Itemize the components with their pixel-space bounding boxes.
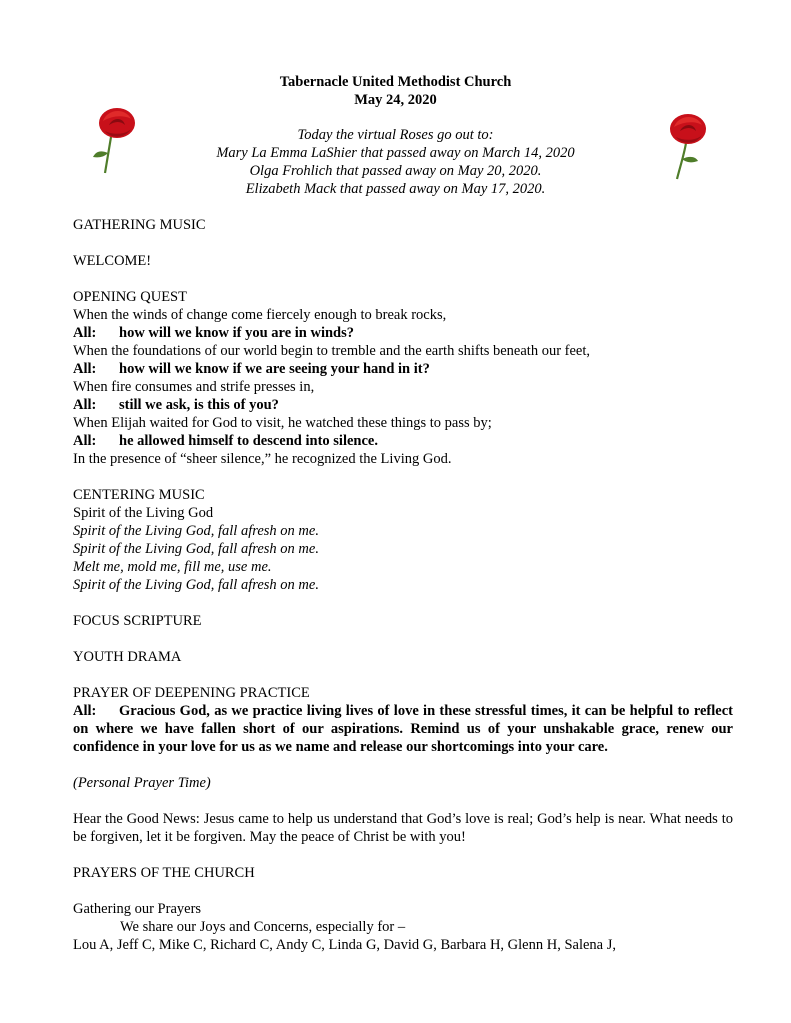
lyric-line: Spirit of the Living God, fall afresh on me. [73,523,319,539]
order-of-worship [73,216,733,954]
lyric-line: Spirit of the Living God, fall afresh on me. [73,577,319,593]
closing-line: In the presence of “sheer silence,” he recognized the Living God. [73,451,452,467]
response-text: he allowed himself to descend into silence. [119,433,378,449]
leader-line: When Elijah waited for God to visit, he watched these things to pass by; [73,415,492,431]
response-text: how will we know if we are seeing your hand in it? [119,361,430,377]
dedication-name: Mary La Emma LaShier that passed away on March 14, 2020 [216,145,575,161]
prayer-deepening-heading: PRAYER OF DEEPENING PRACTICE [73,685,310,701]
all-label: All: [73,325,97,341]
roses-dedication [0,126,791,198]
bulletin-header [0,73,791,109]
unison-prayer-text: Gracious God, as we practice living lives of love in these stressful times, it can be helpful to reflect on where we have fallen short of our aspirations. Remind us of your unshakable grace, renew our confidence in your love for us as we name and release our shortcomings into your care. [73,703,733,755]
personal-prayer-note: (Personal Prayer Time) [73,775,211,791]
joys-concerns-intro: We share our Joys and Concerns, especially for – [120,919,406,935]
leader-line: When fire consumes and strife presses in, [73,379,315,395]
response-line [73,324,733,342]
response-text: how will we know if you are in winds? [119,325,354,341]
lyric-line: Spirit of the Living God, fall afresh on me. [73,541,319,557]
song-title: Spirit of the Living God [73,505,214,521]
all-label: All: [73,361,97,377]
dedication-name: Olga Frohlich that passed away on May 20, 2020. [249,163,542,179]
dedication-intro: Today the virtual Roses go out to: [297,127,494,143]
good-news-text: Hear the Good News: Jesus came to help us understand that God’s love is real; God’s help is near. What needs to be forgiven, let it be forgiven. May the peace of Christ be with you! [73,811,733,845]
youth-drama-heading: YOUTH DRAMA [73,649,182,665]
all-label: All: [73,397,97,413]
gathering-music-heading: GATHERING MUSIC [73,217,206,233]
response-line [73,396,733,414]
all-label: All: [73,703,97,719]
centering-music-heading: CENTERING MUSIC [73,487,205,503]
response-text: still we ask, is this of you? [119,397,279,413]
gathering-prayers-heading: Gathering our Prayers [73,901,202,917]
welcome-heading: WELCOME! [73,253,152,269]
dedication-name: Elizabeth Mack that passed away on May 17, 2020. [245,181,546,197]
opening-quest-heading: OPENING QUEST [73,289,187,305]
focus-scripture-heading: FOCUS SCRIPTURE [73,613,202,629]
all-label: All: [73,433,97,449]
leader-line: When the foundations of our world begin to tremble and the earth shifts beneath our feet, [73,343,591,359]
service-date: May 24, 2020 [354,92,437,108]
prayer-names-list: Lou A, Jeff C, Mike C, Richard C, Andy C, Linda G, David G, Barbara H, Glenn H, Salena J, [73,937,616,953]
leader-line: When the winds of change come fiercely enough to break rocks, [73,307,447,323]
response-line [73,360,733,378]
response-line [73,432,733,450]
lyric-line: Melt me, mold me, fill me, use me. [73,559,272,575]
unison-prayer [73,702,733,756]
prayers-church-heading: PRAYERS OF THE CHURCH [73,865,255,881]
church-name: Tabernacle United Methodist Church [279,74,512,90]
